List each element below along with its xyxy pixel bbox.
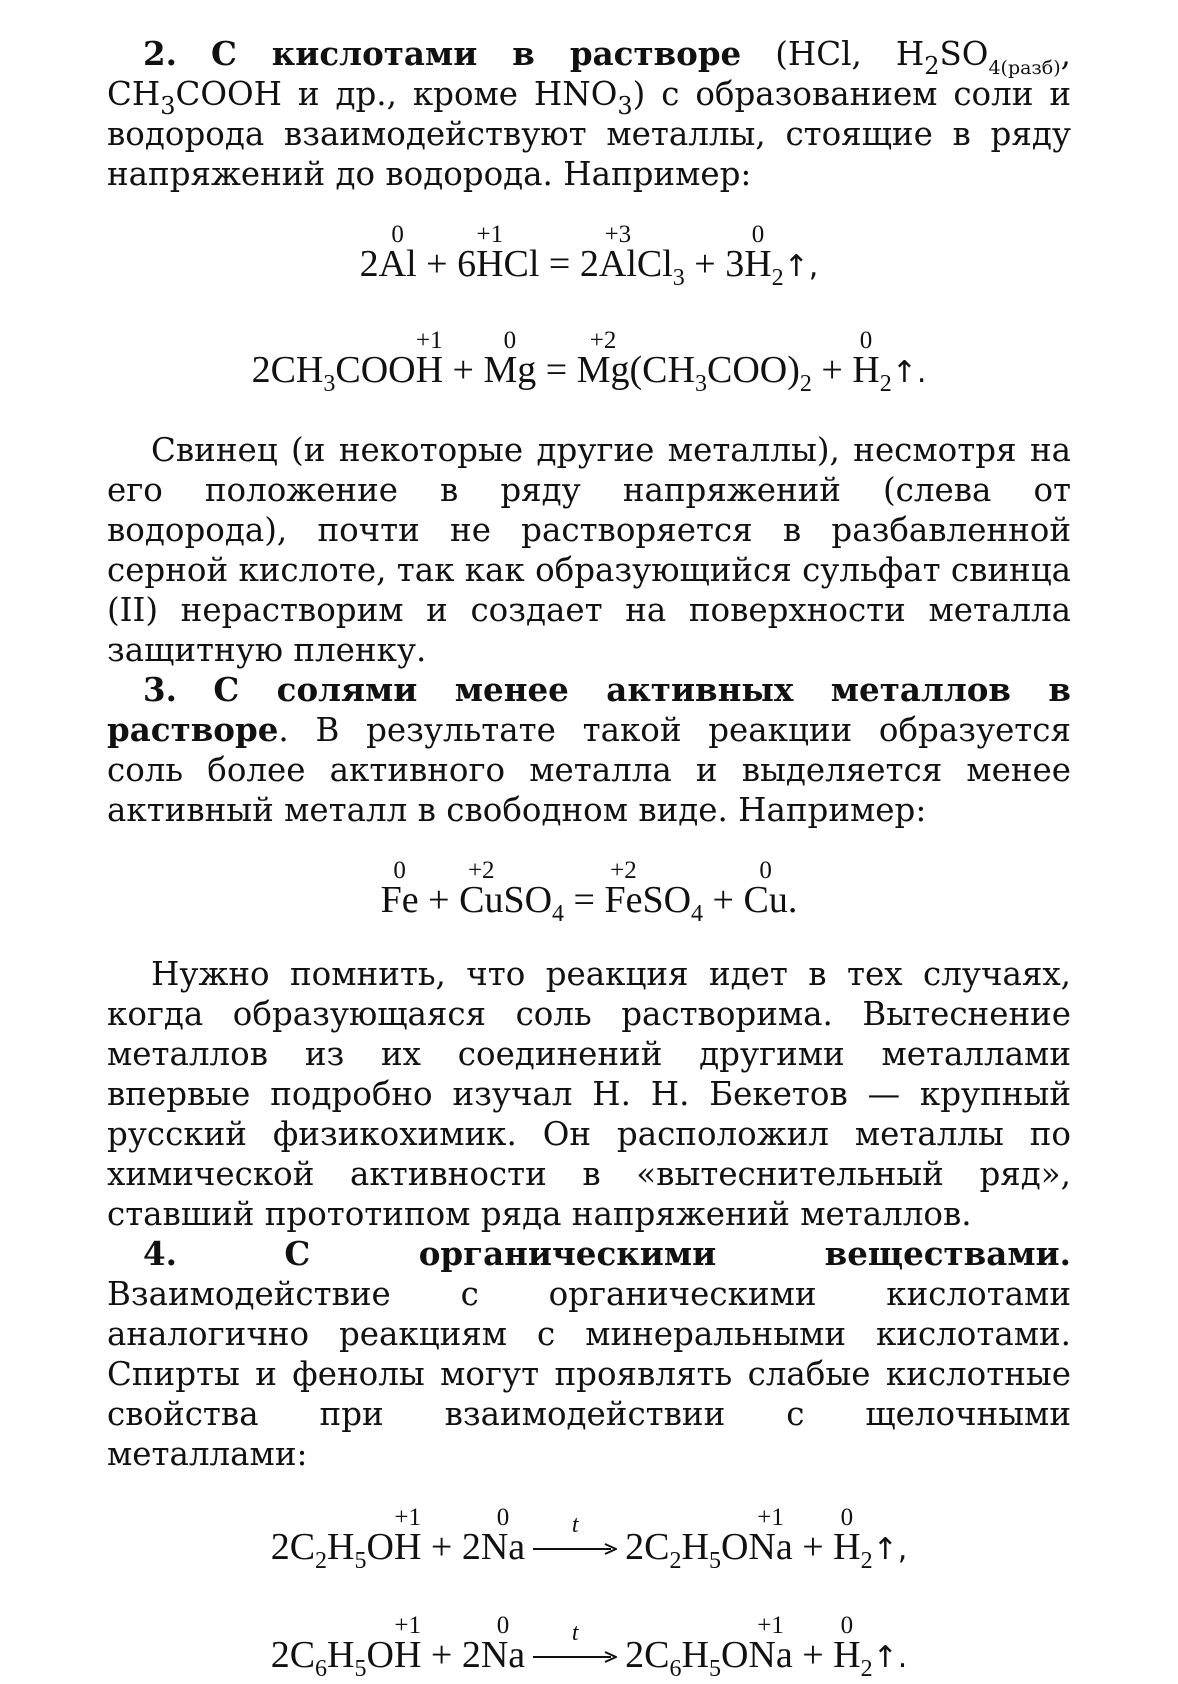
subscript: 2 [669, 1548, 682, 1574]
text-run: , [1060, 35, 1071, 73]
subscript: 3 [694, 371, 707, 397]
eq-text: O [720, 1526, 749, 1568]
subscript: 5 [708, 1656, 721, 1682]
oxidation-state: +1 [394, 1504, 421, 1532]
eq-text: + 6 [416, 243, 477, 285]
oxidation-state: +2 [610, 857, 637, 885]
oxidation-state: +1 [416, 327, 443, 355]
eq-text: + [792, 1526, 834, 1568]
atom: Na [480, 1526, 526, 1568]
eq-text: + 2 [421, 1634, 481, 1676]
text-run: (HCl, H [741, 35, 925, 73]
reaction-arrow [533, 1512, 617, 1555]
subscript: 3 [160, 92, 176, 120]
heading-acids: С кислотами в растворе [210, 34, 742, 73]
oxidation-state: 0 [391, 221, 404, 249]
subscript: 2 [879, 371, 892, 397]
oxidized-atom [415, 327, 444, 391]
eq-text: H [327, 1526, 355, 1568]
oxidized-atom [833, 1612, 861, 1676]
equation-fe-cuso4 [107, 857, 1071, 927]
oxidized-atom [378, 221, 417, 285]
text-run: Взаимодействие с органическими кислотами аналогично реакциям с минеральными кислотами. Спирты и фенолы могут проявлять слабые кислотные свойства при взаимодействии с щелочными металлами: [107, 1275, 1071, 1473]
oxidized-atom [576, 327, 630, 391]
oxidized-atom [480, 1504, 526, 1568]
oxidation-state: 0 [751, 221, 765, 249]
gas-arrow: ↑, [872, 1532, 908, 1567]
subscript: 2 [315, 1548, 328, 1574]
text-run: . В результате такой реакции образуется соль более активного металла и выделяется менее активный металл в свободном виде. Например: [107, 711, 1071, 829]
subscript: 2 [771, 265, 784, 291]
oxidation-state: +3 [604, 221, 632, 249]
eq-text: 2C [625, 1526, 670, 1568]
atom: Cu [459, 879, 504, 921]
eq-text: H [327, 1634, 355, 1676]
oxidation-state: +1 [394, 1612, 421, 1640]
heading-organic: С органическими веществами. [284, 1234, 1071, 1273]
subscript: 2 [860, 1656, 873, 1682]
atom: H [833, 1634, 861, 1676]
gas-arrow: ↑. [872, 1640, 908, 1675]
section-number-2: 2. [143, 34, 177, 73]
eq-text: COO [335, 349, 416, 391]
text-run: ) с образованием соли и водорода взаимодействуют металлы, стоящие в ряду напряжений до водорода. Например: [107, 75, 1071, 193]
oxidation-state: +1 [757, 1612, 784, 1640]
equation-ethanol-na [107, 1504, 1071, 1574]
eq-text: 2 [359, 243, 379, 285]
eq-text: + [443, 349, 484, 391]
reaction-condition: t [571, 1512, 579, 1538]
section-number-3: 3. [143, 670, 177, 709]
atom: Na [480, 1634, 526, 1676]
oxidized-atom [604, 857, 643, 921]
oxidized-atom [480, 1612, 526, 1676]
eq-text: + [792, 1634, 834, 1676]
oxidation-state: +2 [467, 857, 495, 885]
oxidized-atom [743, 857, 788, 921]
subscript: 4 [552, 901, 565, 927]
subscript: 5 [354, 1548, 367, 1574]
subscript: 4(разб) [988, 57, 1061, 79]
subscript: 2 [924, 52, 940, 80]
oxidation-state: 0 [859, 327, 873, 355]
subscript: 5 [354, 1656, 367, 1682]
oxidation-state: 0 [393, 857, 406, 885]
equation-acetic-mg [107, 327, 1071, 397]
subscript: 3 [323, 371, 336, 397]
eq-text: + 3 [684, 243, 745, 285]
equation-phenol-na [107, 1612, 1071, 1682]
textbook-page [107, 34, 1071, 1682]
text-run: CH [107, 75, 161, 113]
eq-text: O [366, 1634, 394, 1676]
eq-text: + [811, 349, 853, 391]
oxidized-atom [833, 1504, 861, 1568]
eq-text: SO [642, 879, 692, 921]
oxidation-state: +1 [757, 1504, 784, 1532]
gas-arrow: ↑. [891, 355, 927, 390]
eq-text: H [681, 1634, 709, 1676]
eq-text: Cl [636, 243, 673, 285]
paragraph-organic [107, 1234, 1071, 1474]
oxidized-atom [483, 327, 537, 391]
reaction-arrow [533, 1620, 617, 1663]
oxidation-state: 0 [759, 857, 772, 885]
atom: Fe [380, 879, 419, 921]
reaction-condition: t [571, 1620, 579, 1646]
atom: Al [598, 243, 637, 285]
heading-salts: С солями менее активных металлов в растворе [107, 670, 1071, 749]
atom: H [476, 243, 504, 285]
eq-text: . [787, 879, 798, 921]
equation-al-hcl [107, 221, 1071, 291]
atom: Na [748, 1634, 793, 1676]
eq-text: H [681, 1526, 709, 1568]
eq-text: + [418, 879, 460, 921]
eq-text: = [564, 879, 605, 921]
subscript: 3 [617, 92, 633, 120]
eq-text: 2C [270, 1634, 316, 1676]
oxidized-atom [748, 1504, 793, 1568]
oxidation-state: +1 [476, 221, 504, 249]
atom: H [393, 1634, 422, 1676]
oxidation-state: 0 [503, 327, 517, 355]
oxidized-atom [393, 1504, 422, 1568]
eq-text: 2C [625, 1634, 670, 1676]
atom: Mg [483, 349, 537, 391]
eq-text: SO [503, 879, 553, 921]
text-run: SO [939, 35, 989, 73]
oxidized-atom [393, 1612, 422, 1676]
oxidized-atom [476, 221, 504, 285]
atom: Al [378, 243, 417, 285]
atom: Mg [576, 349, 630, 391]
eq-text: O [366, 1526, 394, 1568]
paragraph-salts [107, 670, 1071, 830]
oxidized-atom [459, 857, 504, 921]
subscript: 2 [860, 1548, 873, 1574]
subscript: 6 [315, 1656, 328, 1682]
subscript: 6 [669, 1656, 682, 1682]
subscript: 5 [708, 1548, 721, 1574]
subscript: 3 [672, 265, 685, 291]
oxidized-atom [744, 221, 772, 285]
oxidation-state: 0 [496, 1504, 510, 1532]
gas-arrow: ↑, [783, 249, 819, 284]
paragraph-lead: Свинец (и некоторые другие металлы), несмотря на его положение в ряду напряжений (слева от водорода), почти не растворяется в разбавленной серной кислоте, так как образующийся сульфат свинца (II) нерастворим и создает на поверхности металла защитную пленку. [107, 431, 1071, 669]
atom: H [744, 243, 772, 285]
text-run: COOH и др., кроме HNO [175, 75, 618, 113]
eq-text: + [703, 879, 744, 921]
eq-text: Cl = 2 [503, 243, 599, 285]
oxidation-state: 0 [840, 1504, 854, 1532]
atom: Fe [604, 879, 643, 921]
oxidation-state: 0 [496, 1612, 510, 1640]
oxidation-state: 0 [840, 1612, 854, 1640]
oxidation-state: +2 [589, 327, 617, 355]
paragraph-acids [107, 34, 1071, 194]
section-number-4: 4. [143, 1234, 177, 1273]
eq-text: COO) [706, 349, 800, 391]
subscript: 4 [691, 901, 704, 927]
atom: H [415, 349, 444, 391]
subscript: 2 [799, 371, 812, 397]
eq-text: (CH [629, 349, 695, 391]
atom: H [393, 1526, 422, 1568]
oxidized-atom [748, 1612, 793, 1676]
atom: H [852, 349, 880, 391]
atom: Cu [743, 879, 788, 921]
eq-text: 2CH [251, 349, 324, 391]
eq-text: = [536, 349, 577, 391]
oxidized-atom [380, 857, 419, 921]
eq-text: + 2 [421, 1526, 481, 1568]
paragraph-beketov: Нужно помнить, что реакция идет в тех случаях, когда образующаяся соль растворима. Вытеснение металлов из их соединений другими металлами впервые подробно изучал Н. Н. Бекетов — крупный русский физикохимик. Он расположил металлы по химической активности в «вытеснительный ряд», ставший прототипом ряда напряжений металлов. [107, 955, 1071, 1233]
eq-text: 2C [270, 1526, 316, 1568]
oxidized-atom [598, 221, 637, 285]
oxidized-atom [852, 327, 880, 391]
atom: Na [748, 1526, 793, 1568]
atom: H [833, 1526, 861, 1568]
eq-text: O [720, 1634, 749, 1676]
